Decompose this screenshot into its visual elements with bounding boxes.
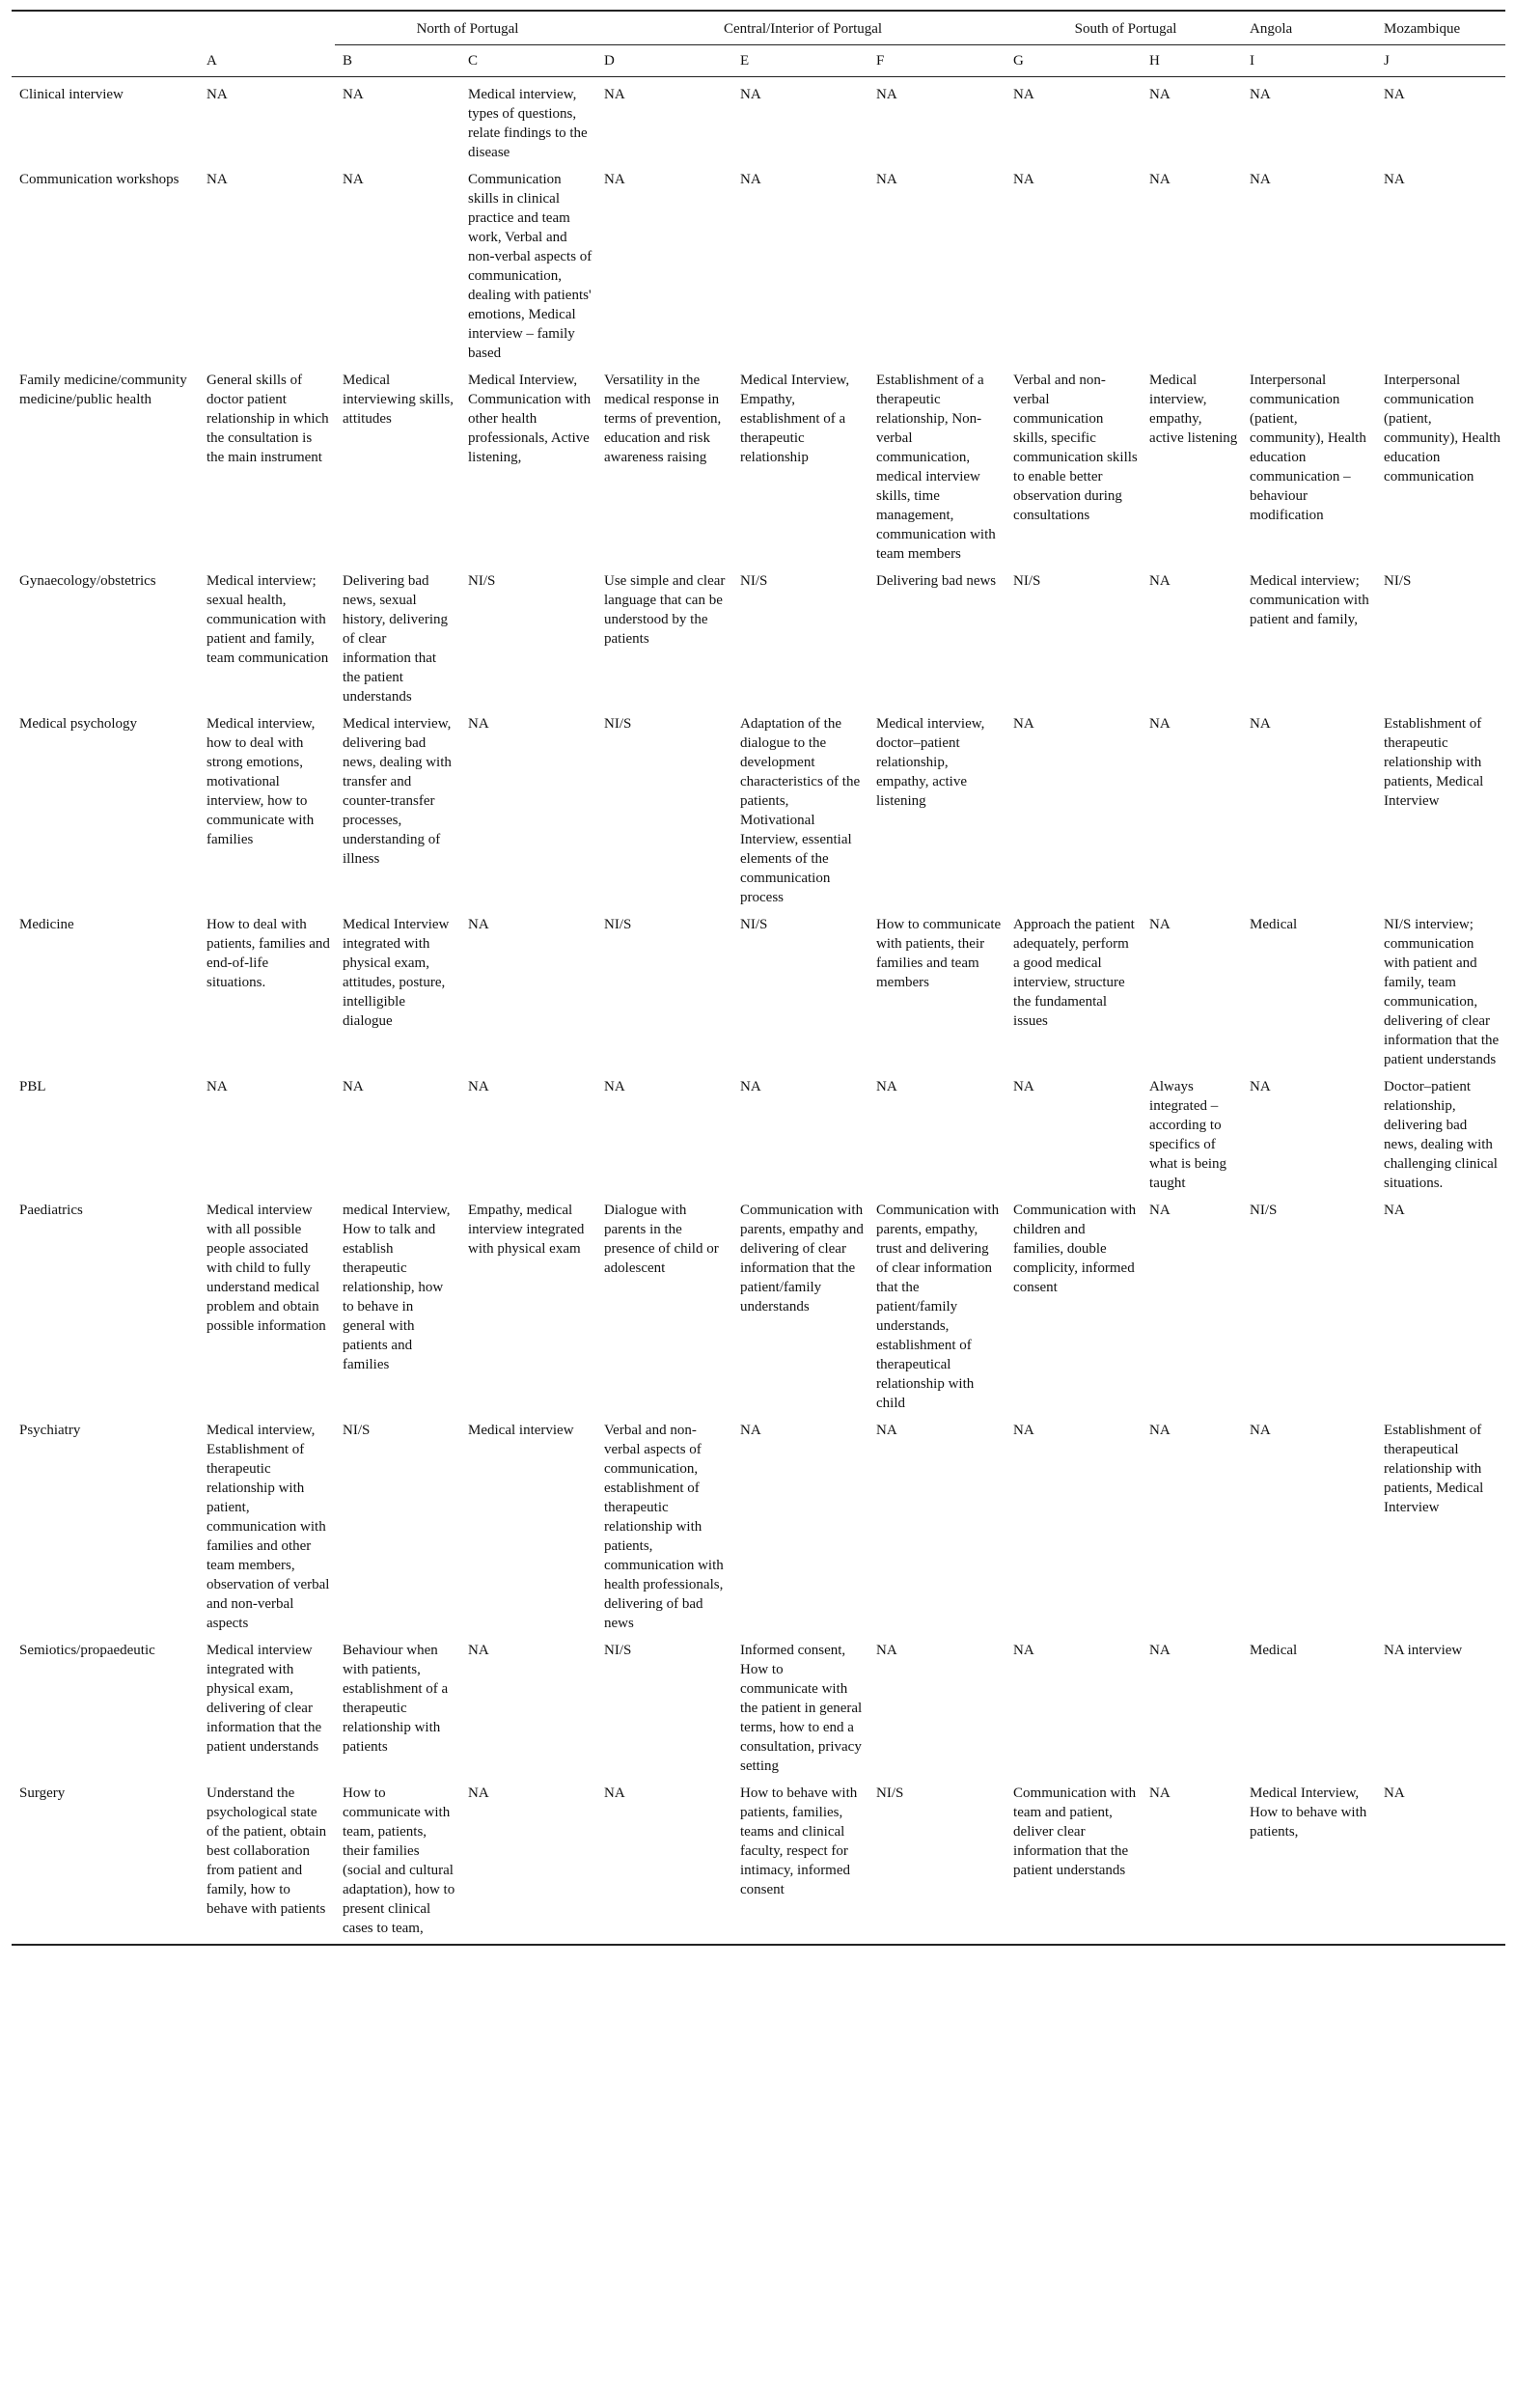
row-label: Gynaecology/obstetrics: [19, 573, 156, 589]
cell-h: NA: [1149, 1643, 1171, 1658]
group-header-row: [12, 11, 1505, 45]
table-row: [12, 77, 1505, 163]
cell-f: Communication with parents, empathy, trust and delivering of clear information that the patient/family understands, establishment of therapeutical relationship with child: [876, 1203, 1000, 1411]
cell-a: General skills of doctor patient relationship in which the consultation is the main instrument: [207, 373, 329, 465]
cell-f: NA: [876, 1079, 897, 1094]
cell-b: NA: [343, 172, 364, 187]
column-header-d: D: [596, 45, 732, 77]
cell-i: NA: [1250, 1423, 1271, 1438]
column-header-f: F: [868, 45, 1005, 77]
cell-d: Dialogue with parents in the presence of child or adolescent: [604, 1203, 719, 1276]
cell-i: Interpersonal communication (patient, community), Health education communication – behaviour modification: [1250, 373, 1366, 523]
group-header-empty: [12, 11, 199, 45]
row-label: Paediatrics: [19, 1203, 83, 1218]
column-header-c: C: [460, 45, 596, 77]
cell-e: NI/S: [740, 573, 768, 589]
column-header-b: B: [335, 45, 460, 77]
cell-g: Communication with team and patient, deliver clear information that the patient understands: [1005, 1776, 1142, 1945]
cell-c: Medical interview: [468, 1423, 574, 1438]
cell-i: Medical Interview, How to behave with patients,: [1242, 1776, 1376, 1945]
cell-b: NI/S: [343, 1423, 371, 1438]
cell-h: Always integrated – according to specifics of what is being taught: [1149, 1079, 1227, 1191]
group-header-angola: Angola: [1242, 11, 1376, 45]
cell-d: NA: [596, 1776, 732, 1945]
cell-c: NI/S: [468, 573, 496, 589]
cell-a: NA: [207, 172, 228, 187]
cell-h: Medical interview, empathy, active listening: [1149, 373, 1238, 446]
cell-h: NA: [1149, 573, 1171, 589]
table-row: [12, 706, 1505, 907]
cell-j: Doctor–patient relationship, delivering bad news, dealing with challenging clinical situations.: [1384, 1079, 1498, 1191]
cell-i: NA: [1250, 172, 1271, 187]
cell-g: NA: [1013, 1423, 1034, 1438]
cell-f: NA: [876, 172, 897, 187]
table-body: [12, 77, 1505, 1946]
row-label: Psychiatry: [19, 1423, 81, 1438]
table-row: [12, 1413, 1505, 1633]
cell-g: Approach the patient adequately, perform a good medical interview, structure the fundamental issues: [1013, 917, 1135, 1029]
cell-b: Medical Interview integrated with physical exam, attitudes, posture, intelligible dialogue: [343, 917, 450, 1029]
cell-a: NA: [207, 1079, 228, 1094]
cell-g: Verbal and non-verbal communication skills, specific communication skills to enable better observation during consultations: [1013, 373, 1138, 523]
group-header-mozambique: Mozambique: [1376, 11, 1505, 45]
row-label: Communication workshops: [19, 172, 179, 187]
cell-f: How to communicate with patients, their families and team members: [876, 917, 1002, 990]
column-header-a: A: [199, 45, 335, 77]
table-row: [12, 564, 1505, 706]
cell-d: Use simple and clear language that can be understood by the patients: [604, 573, 726, 647]
column-header-row: [12, 45, 1505, 77]
cell-h: NA: [1149, 87, 1171, 102]
cell-d: NI/S: [604, 1643, 632, 1658]
cell-e: NA: [740, 87, 761, 102]
column-header-g: G: [1005, 45, 1142, 77]
row-label: PBL: [19, 1079, 46, 1094]
cell-a: NA: [207, 87, 228, 102]
cell-c: NA: [468, 1643, 489, 1658]
cell-g: NA: [1013, 1643, 1034, 1658]
cell-h: NA: [1149, 172, 1171, 187]
cell-b: NA: [343, 87, 364, 102]
cell-f: Delivering bad news: [876, 573, 997, 589]
table-row: [12, 363, 1505, 564]
cell-j: NA interview: [1384, 1643, 1463, 1658]
cell-d: NA: [604, 172, 625, 187]
cell-j: Establishment of therapeutical relationship with patients, Medical Interview: [1384, 1423, 1484, 1515]
cell-d: NA: [604, 1079, 625, 1094]
cell-i: Medical: [1250, 1643, 1298, 1658]
table-row: [12, 1069, 1505, 1193]
cell-g: NA: [1013, 1079, 1034, 1094]
cell-c: Medical interview, types of questions, relate findings to the disease: [468, 87, 588, 160]
cell-d: Versatility in the medical response in terms of prevention, education and risk awareness raising: [604, 373, 722, 465]
cell-d: NA: [604, 87, 625, 102]
cell-j: Interpersonal communication (patient, community), Health education communication: [1384, 373, 1501, 484]
cell-f: NI/S: [868, 1776, 1005, 1945]
cell-i: NI/S: [1250, 1203, 1278, 1218]
cell-j: NI/S: [1384, 573, 1412, 589]
cell-b: How to communicate with team, patients, their families (social and cultural adaptation), how to present clinical cases to team,: [335, 1776, 460, 1945]
cell-f: Establishment of a therapeutic relationship, Non-verbal communication, medical interview skills, time management, communication with team members: [876, 373, 996, 562]
table-row: [12, 1193, 1505, 1413]
cell-c: Empathy, medical interview integrated with physical exam: [468, 1203, 585, 1257]
cell-e: Adaptation of the dialogue to the development characteristics of the patients, Motivational Interview, essential elements of the communication process: [740, 716, 861, 905]
cell-e: NA: [740, 172, 761, 187]
cell-f: NA: [876, 87, 897, 102]
column-header-h: H: [1142, 45, 1242, 77]
cell-f: NA: [876, 1643, 897, 1658]
cell-c: Medical Interview, Communication with other health professionals, Active listening,: [468, 373, 592, 465]
table-row: [12, 1633, 1505, 1776]
cell-a: Understand the psychological state of the patient, obtain best collaboration from patient and family, how to behave with patients: [199, 1776, 335, 1945]
cell-d: NI/S: [604, 917, 632, 932]
group-header-south: South of Portugal: [1005, 11, 1242, 45]
curriculum-table: [12, 10, 1505, 1946]
cell-h: NA: [1142, 1776, 1242, 1945]
cell-j: NA: [1376, 1776, 1505, 1945]
cell-d: NI/S: [604, 716, 632, 732]
column-header-i: I: [1242, 45, 1376, 77]
cell-b: Delivering bad news, sexual history, delivering of clear information that the patient understands: [343, 573, 449, 705]
column-header-e: E: [732, 45, 868, 77]
cell-a: Medical interview; sexual health, communication with patient and family, team communication: [207, 573, 329, 666]
cell-e: NI/S: [740, 917, 768, 932]
cell-e: How to behave with patients, families, teams and clinical faculty, respect for intimacy, informed consent: [732, 1776, 868, 1945]
row-label: Semiotics/propaedeutic: [19, 1643, 155, 1658]
row-label: Medicine: [19, 917, 74, 932]
cell-g: NA: [1013, 716, 1034, 732]
cell-j: Establishment of therapeutic relationship with patients, Medical Interview: [1384, 716, 1484, 809]
cell-h: NA: [1149, 1203, 1171, 1218]
cell-i: NA: [1250, 87, 1271, 102]
row-label: Medical psychology: [19, 716, 138, 732]
cell-b: Medical interviewing skills, attitudes: [343, 373, 454, 427]
cell-b: Behaviour when with patients, establishment of a therapeutic relationship with patients: [343, 1643, 449, 1755]
cell-g: NI/S: [1013, 573, 1041, 589]
cell-e: Informed consent, How to communicate with the patient in general terms, how to end a consultation, privacy setting: [740, 1643, 863, 1774]
cell-c: NA: [468, 1079, 489, 1094]
cell-i: NA: [1250, 716, 1271, 732]
cell-j: NI/S interview; communication with patient and family, team communication, delivering of clear information that the patient understands: [1384, 917, 1500, 1067]
row-label: Surgery: [12, 1776, 199, 1945]
cell-i: Medical interview; communication with patient and family,: [1250, 573, 1369, 627]
cell-g: NA: [1013, 172, 1034, 187]
cell-i: NA: [1250, 1079, 1271, 1094]
cell-f: NA: [876, 1423, 897, 1438]
cell-g: Communication with children and families, double complicity, informed consent: [1013, 1203, 1137, 1295]
cell-e: NA: [740, 1423, 761, 1438]
group-header-north: North of Portugal: [335, 11, 596, 45]
cell-e: Communication with parents, empathy and delivering of clear information that the patient/family understands: [740, 1203, 864, 1315]
cell-b: medical Interview, How to talk and establish therapeutic relationship, how to behave in general with patients and families: [343, 1203, 451, 1372]
cell-a: Medical interview, Establishment of therapeutic relationship with patient, communication with families and other team members, observation of verbal and non-verbal aspects: [207, 1423, 330, 1631]
cell-h: NA: [1149, 917, 1171, 932]
cell-i: Medical: [1250, 917, 1298, 932]
cell-a: Medical interview integrated with physical exam, delivering of clear information that the patient understands: [207, 1643, 322, 1755]
cell-c: NA: [460, 1776, 596, 1945]
group-header-central: Central/Interior of Portugal: [596, 11, 1005, 45]
cell-e: NA: [740, 1079, 761, 1094]
table-row: [12, 1776, 1505, 1945]
cell-a: Medical interview with all possible people associated with child to fully understand medical problem and obtain possible information: [207, 1203, 326, 1334]
row-label: Family medicine/community medicine/public health: [19, 373, 187, 407]
cell-b: Medical interview, delivering bad news, dealing with transfer and counter-transfer processes, understanding of illness: [343, 716, 452, 867]
column-header-j: J: [1376, 45, 1505, 77]
table-row: [12, 162, 1505, 363]
cell-c: Communication skills in clinical practice and team work, Verbal and non-verbal aspects of communication, dealing with patients' emotions, Medical interview – family based: [468, 172, 592, 361]
cell-j: NA: [1384, 87, 1405, 102]
column-header-blank: [12, 45, 199, 77]
cell-h: NA: [1149, 716, 1171, 732]
cell-c: NA: [468, 917, 489, 932]
cell-a: How to deal with patients, families and end-of-life situations.: [207, 917, 330, 990]
cell-g: NA: [1013, 87, 1034, 102]
cell-e: Medical Interview, Empathy, establishment of a therapeutic relationship: [740, 373, 850, 465]
cell-b: NA: [343, 1079, 364, 1094]
cell-d: Verbal and non-verbal aspects of communication, establishment of therapeutic relationship with patients, communication with health professionals, delivering of bad news: [604, 1423, 724, 1631]
cell-h: NA: [1149, 1423, 1171, 1438]
cell-c: NA: [468, 716, 489, 732]
cell-j: NA: [1384, 172, 1405, 187]
group-header-empty-a: [199, 11, 335, 45]
table-row: [12, 907, 1505, 1069]
cell-a: Medical interview, how to deal with strong emotions, motivational interview, how to communicate with families: [207, 716, 316, 847]
cell-f: Medical interview, doctor–patient relationship, empathy, active listening: [876, 716, 985, 809]
cell-j: NA: [1384, 1203, 1405, 1218]
row-label: Clinical interview: [19, 87, 124, 102]
